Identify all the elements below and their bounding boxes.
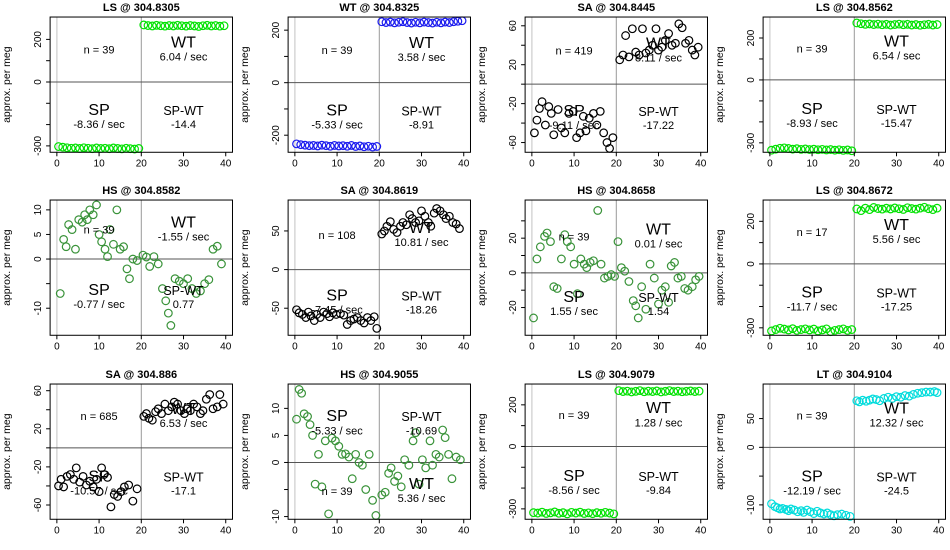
- svg-text:0: 0: [508, 443, 520, 449]
- svg-text:200: 200: [33, 31, 45, 48]
- panel-10-title: HS @ 304.9055: [339, 368, 418, 381]
- svg-text:40: 40: [695, 524, 707, 536]
- panel-3: [475, 0, 713, 183]
- panel-5: [0, 183, 238, 366]
- panel-9: [0, 367, 238, 550]
- svg-text:-100: -100: [745, 494, 757, 515]
- panel-5-title: HS @ 304.8582: [102, 185, 181, 198]
- svg-text:-300: -300: [745, 132, 757, 153]
- panel-11-y-axis: [508, 396, 525, 519]
- svg-text:20: 20: [610, 341, 622, 353]
- svg-text:0: 0: [745, 261, 757, 268]
- svg-text:40: 40: [932, 341, 944, 353]
- panel-2-sp-value: -5.33 / sec: [310, 119, 363, 132]
- svg-text:0: 0: [529, 341, 535, 353]
- panel-10-wt-value: 5.36 / sec: [397, 492, 445, 505]
- panel-3-n-label: n = 419: [555, 45, 593, 58]
- svg-text:40: 40: [457, 341, 469, 353]
- panel-1-title: LS @ 304.8305: [102, 2, 180, 15]
- panel-5-n-label: n = 39: [83, 224, 115, 237]
- panel-3-wt-label: WT: [646, 34, 671, 53]
- svg-text:20: 20: [373, 341, 385, 353]
- svg-text:10: 10: [806, 524, 818, 536]
- panel-4-sp-wt-label: SP-WT: [875, 103, 917, 118]
- svg-text:30: 30: [177, 158, 190, 170]
- panel-3-sp-value: -9.11 / sec: [548, 120, 600, 133]
- panel-6-title: SA @ 304.8619: [339, 185, 418, 198]
- svg-text:40: 40: [220, 341, 232, 353]
- panel-8-ylabel: approx. per meg: [713, 229, 726, 307]
- panel-6-ylabel: approx. per meg: [238, 229, 251, 307]
- svg-text:10: 10: [93, 524, 105, 536]
- svg-text:-300: -300: [33, 135, 45, 156]
- panel-2-wt-value: 3.58 / sec: [397, 51, 445, 64]
- panel-6-x-axis: [292, 336, 470, 353]
- panel-7-title: HS @ 304.8658: [577, 185, 656, 198]
- panel-5-x-axis: [54, 336, 232, 353]
- panel-10-quadrant-labels: [311, 407, 446, 505]
- panel-2-y-axis: [271, 21, 288, 145]
- panel-9-title: SA @ 304.886: [105, 368, 178, 381]
- svg-text:40: 40: [932, 524, 944, 536]
- svg-text:0: 0: [270, 459, 282, 465]
- panel-4-sp-wt-value: -15.47: [880, 118, 912, 131]
- panel-2-reference-lines: [288, 17, 470, 152]
- panel-11-wt-label: WT: [646, 398, 671, 417]
- svg-text:5: 5: [270, 432, 282, 438]
- svg-text:10: 10: [331, 158, 343, 170]
- panel-7: [475, 183, 713, 366]
- svg-text:40: 40: [695, 158, 707, 170]
- panel-8-title: LS @ 304.8672: [815, 185, 893, 198]
- svg-text:30: 30: [652, 341, 665, 353]
- panel-8-sp-wt-value: -17.25: [880, 301, 912, 314]
- panel-12-sp-wt-label: SP-WT: [875, 469, 917, 484]
- svg-text:30: 30: [652, 158, 665, 170]
- panel-3-ylabel: approx. per meg: [476, 46, 489, 123]
- panel-3-sp-label: SP: [563, 102, 585, 121]
- panel-8: [713, 183, 950, 366]
- panel-2-n-label: n = 39: [321, 44, 353, 57]
- panel-10-sp-value: -5.33 / sec: [310, 424, 363, 437]
- svg-text:200: 200: [745, 213, 757, 230]
- svg-text:0: 0: [54, 158, 60, 170]
- svg-text:40: 40: [695, 341, 707, 353]
- panel-8-sp-value: -11.7 / sec: [786, 301, 837, 314]
- panel-2-ylabel: approx. per meg: [238, 46, 251, 123]
- svg-text:-10: -10: [270, 508, 282, 524]
- svg-text:20: 20: [848, 158, 860, 170]
- panel-4: [713, 0, 950, 183]
- panel-1: [0, 0, 238, 183]
- svg-text:40: 40: [457, 158, 469, 170]
- panel-6-sp-wt-value: -18.26: [405, 304, 437, 317]
- svg-text:20: 20: [848, 524, 860, 536]
- panel-3-x-axis: [529, 152, 707, 169]
- panel-6-wt-value: 10.81 / sec: [394, 237, 448, 250]
- panel-4-sp-label: SP: [800, 100, 823, 119]
- svg-text:50: 50: [745, 412, 757, 424]
- panel-7-sp-wt-label: SP-WT: [638, 291, 679, 306]
- panel-4-title: LS @ 304.8562: [815, 2, 893, 15]
- panel-9-sp-wt-label: SP-WT: [163, 470, 204, 485]
- panel-10-wt-label: WT: [408, 474, 434, 493]
- panel-5-reference-lines: [50, 200, 232, 335]
- panel-10-sp-wt-value: -10.69: [405, 424, 437, 437]
- panel-2: [238, 0, 476, 183]
- svg-text:0: 0: [270, 79, 282, 86]
- svg-text:0: 0: [745, 77, 757, 83]
- svg-text:20: 20: [135, 524, 147, 536]
- panel-8-reference-lines: [763, 200, 945, 335]
- panel-9-y-axis: [33, 384, 50, 512]
- svg-text:30: 30: [890, 341, 902, 353]
- svg-text:0: 0: [270, 267, 282, 273]
- panel-5-sp-wt-value: 0.77: [172, 299, 195, 312]
- panel-9-x-axis: [54, 519, 232, 536]
- svg-text:30: 30: [890, 524, 902, 536]
- svg-text:30: 30: [415, 341, 427, 353]
- panel-12-title: LT @ 304.9104: [816, 368, 892, 381]
- panel-11-quadrant-labels: [548, 399, 683, 497]
- panel-6: [238, 183, 476, 366]
- panel-7-n-label: n = 39: [558, 231, 590, 244]
- svg-text:20: 20: [508, 59, 520, 71]
- svg-text:10: 10: [93, 341, 105, 353]
- panel-5-wt-value: -1.55 / sec: [157, 231, 210, 244]
- panel-12: [713, 367, 950, 550]
- svg-text:200: 200: [270, 21, 282, 39]
- panel-12-wt-value: 12.32 / sec: [869, 417, 923, 430]
- svg-text:0: 0: [291, 341, 298, 353]
- svg-text:0: 0: [508, 270, 520, 276]
- svg-text:10: 10: [33, 204, 45, 216]
- panel-7-ylabel: approx. per meg: [476, 229, 489, 307]
- svg-text:40: 40: [220, 524, 232, 536]
- svg-text:20: 20: [848, 341, 860, 353]
- panel-5-sp-value: -0.77 / sec: [73, 299, 125, 312]
- panel-2-x-axis: [292, 152, 470, 169]
- panel-6-n-label: n = 108: [318, 230, 356, 243]
- panel-3-sp-wt-label: SP-WT: [638, 105, 679, 120]
- svg-text:0: 0: [745, 444, 757, 450]
- svg-text:30: 30: [415, 524, 427, 536]
- svg-text:0: 0: [766, 524, 773, 536]
- panel-1-wt-label: WT: [171, 33, 196, 52]
- panel-12-y-axis: [746, 412, 763, 514]
- svg-text:20: 20: [373, 158, 385, 170]
- panel-3-quadrant-labels: [549, 35, 683, 133]
- panel-10-y-axis: [271, 402, 288, 523]
- panel-5-y-axis: [33, 204, 50, 316]
- svg-text:60: 60: [508, 20, 520, 32]
- panel-6-wt-label: WT: [408, 219, 434, 238]
- panel-7-sp-wt-value: 1.54: [647, 306, 670, 319]
- panel-6-y-axis: [271, 225, 288, 316]
- panel-1-sp-wt-value: -14.4: [170, 119, 197, 132]
- panel-10-x-axis: [292, 519, 470, 536]
- panel-10-ylabel: approx. per meg: [238, 413, 251, 490]
- svg-text:20: 20: [610, 524, 622, 536]
- panel-11-x-axis: [529, 519, 707, 536]
- panel-11-title: LS @ 304.9079: [577, 368, 655, 381]
- svg-text:30: 30: [890, 158, 902, 170]
- svg-text:0: 0: [529, 524, 535, 536]
- svg-text:-200: -200: [270, 125, 282, 146]
- panel-5-ylabel: approx. per meg: [1, 229, 14, 307]
- panel-9-n-label: n = 685: [80, 410, 118, 423]
- svg-text:0: 0: [291, 158, 298, 170]
- panel-4-wt-label: WT: [883, 32, 909, 51]
- svg-text:10: 10: [331, 524, 343, 536]
- svg-text:20: 20: [373, 524, 385, 536]
- panel-12-wt-label: WT: [883, 399, 909, 418]
- panel-8-y-axis: [746, 213, 763, 338]
- panel-9-sp-wt-value: -17.1: [170, 485, 197, 498]
- panel-6-sp-label: SP: [325, 286, 348, 305]
- panel-8-wt-value: 5.56 / sec: [872, 234, 920, 247]
- panel-11-reference-lines: [525, 384, 707, 519]
- panel-2-wt-label: WT: [408, 33, 434, 52]
- panel-4-y-axis: [746, 29, 763, 153]
- panel-5-sp-wt-label: SP-WT: [163, 284, 204, 299]
- panel-3-wt-value: 8.11 / sec: [635, 52, 682, 65]
- panel-10-sp-wt-label: SP-WT: [400, 409, 442, 424]
- panel-8-sp-label: SP: [800, 283, 823, 302]
- panel-11-sp-wt-value: -9.84: [645, 484, 672, 497]
- panel-11-ylabel: approx. per meg: [476, 413, 489, 490]
- panel-4-ylabel: approx. per meg: [713, 46, 726, 123]
- panel-10-sp-label: SP: [325, 406, 348, 425]
- panel-8-n-label: n = 17: [796, 227, 828, 240]
- panel-11-sp-label: SP: [563, 466, 585, 485]
- panel-4-wt-value: 6.54 / sec: [872, 50, 920, 63]
- svg-text:5: 5: [33, 232, 45, 238]
- svg-text:60: 60: [33, 384, 45, 396]
- svg-text:0: 0: [291, 524, 298, 536]
- svg-text:20: 20: [508, 232, 520, 245]
- svg-text:-10: -10: [33, 301, 45, 316]
- panel-1-wt-value: 6.04 / sec: [159, 51, 208, 64]
- svg-text:0: 0: [54, 524, 60, 536]
- panel-4-n-label: n = 39: [796, 43, 828, 56]
- panel-5-wt-label: WT: [171, 213, 196, 232]
- svg-text:20: 20: [610, 158, 622, 170]
- svg-text:20: 20: [135, 158, 147, 170]
- panel-6-quadrant-labels: [311, 219, 449, 317]
- panel-3-title: SA @ 304.8445: [577, 2, 656, 15]
- panel-7-wt-label: WT: [646, 220, 671, 239]
- panel-11-sp-value: -8.56 / sec: [548, 484, 600, 497]
- svg-text:10: 10: [806, 341, 818, 353]
- svg-text:-50: -50: [270, 301, 282, 316]
- panel-10: [238, 367, 476, 550]
- svg-text:-20: -20: [33, 459, 45, 474]
- panel-11-wt-value: 1.28 / sec: [634, 416, 683, 429]
- panel-9-ylabel: approx. per meg: [1, 413, 14, 490]
- panel-2-title: WT @ 304.8325: [338, 2, 419, 15]
- svg-text:200: 200: [745, 29, 757, 47]
- panel-1-sp-value: -8.36 / sec: [73, 119, 125, 132]
- svg-text:10: 10: [331, 341, 343, 353]
- panel-7-x-axis: [529, 336, 707, 353]
- svg-text:10: 10: [568, 524, 580, 536]
- panel-7-y-axis: [508, 221, 525, 315]
- panel-3-y-axis: [508, 20, 525, 150]
- svg-text:10: 10: [93, 158, 105, 170]
- panel-9-wt-label: WT: [171, 399, 196, 418]
- panel-1-reference-lines: [50, 17, 232, 152]
- panel-8-x-axis: [767, 336, 945, 353]
- svg-text:30: 30: [652, 524, 665, 536]
- panel-8-wt-label: WT: [883, 216, 909, 235]
- panel-12-quadrant-labels: [783, 399, 924, 497]
- panel-1-n-label: n = 39: [83, 44, 115, 57]
- panel-7-sp-label: SP: [563, 288, 585, 307]
- panel-12-sp-value: -12.19 / sec: [782, 484, 841, 497]
- panel-9-quadrant-labels: [70, 400, 208, 498]
- svg-text:200: 200: [508, 396, 520, 413]
- panel-9-sp-value: -10.57 / sec: [70, 485, 128, 498]
- svg-text:0: 0: [766, 341, 773, 353]
- panel-7-sp-value: 1.55 / sec: [550, 306, 598, 319]
- panel-2-sp-label: SP: [325, 101, 348, 120]
- panel-1-sp-wt-label: SP-WT: [163, 104, 204, 119]
- panel-12-sp-wt-value: -24.5: [883, 484, 909, 497]
- panel-3-sp-wt-value: -17.22: [642, 120, 675, 133]
- panel-2-sp-wt-value: -8.91: [408, 119, 434, 132]
- panel-8-sp-wt-label: SP-WT: [875, 286, 917, 301]
- svg-text:40: 40: [220, 158, 232, 170]
- panel-7-wt-value: 0.01 / sec: [634, 238, 683, 251]
- svg-text:10: 10: [568, 341, 580, 353]
- svg-text:-60: -60: [33, 497, 45, 512]
- svg-text:-300: -300: [745, 318, 757, 339]
- panel-12-n-label: n = 39: [796, 410, 828, 423]
- svg-text:10: 10: [568, 158, 580, 170]
- svg-text:0: 0: [33, 256, 45, 263]
- svg-text:10: 10: [806, 158, 818, 170]
- svg-text:30: 30: [177, 524, 190, 536]
- panel-12-sp-label: SP: [800, 466, 823, 485]
- svg-text:-60: -60: [508, 135, 520, 150]
- panel-11-sp-wt-label: SP-WT: [638, 469, 679, 484]
- panel-12-x-axis: [767, 519, 945, 536]
- svg-text:-20: -20: [508, 300, 520, 316]
- svg-text:20: 20: [135, 341, 147, 353]
- panel-4-quadrant-labels: [786, 32, 921, 130]
- panel-9-wt-value: 6.53 / sec: [159, 417, 208, 430]
- panel-11: [475, 367, 713, 550]
- svg-text:0: 0: [766, 158, 773, 170]
- panel-2-sp-wt-label: SP-WT: [400, 104, 442, 119]
- svg-text:40: 40: [932, 158, 944, 170]
- svg-text:0: 0: [33, 79, 45, 85]
- panel-4-sp-value: -8.93 / sec: [785, 118, 838, 131]
- svg-text:30: 30: [177, 341, 190, 353]
- panel-5-sp-label: SP: [88, 281, 110, 300]
- svg-text:-20: -20: [508, 96, 520, 111]
- panel-6-sp-wt-label: SP-WT: [400, 289, 442, 304]
- panel-4-x-axis: [767, 152, 945, 169]
- panel-1-x-axis: [54, 152, 232, 169]
- svg-text:-300: -300: [508, 498, 520, 519]
- svg-text:10: 10: [270, 402, 282, 414]
- panel-9-sp-label: SP: [88, 467, 110, 486]
- svg-text:0: 0: [54, 341, 60, 353]
- panel-10-n-label: n = 39: [321, 485, 353, 498]
- panel-1-y-axis: [33, 31, 50, 156]
- panel-6-sp-value: -7.45 / sec: [310, 304, 363, 317]
- panel-1-sp-label: SP: [88, 101, 110, 120]
- svg-text:30: 30: [415, 158, 427, 170]
- panel-11-n-label: n = 39: [558, 409, 590, 422]
- svg-text:0: 0: [529, 158, 535, 170]
- panel-9-reference-lines: [50, 384, 232, 519]
- panel-1-ylabel: approx. per meg: [1, 46, 14, 123]
- panel-4-reference-lines: [763, 17, 945, 152]
- svg-text:20: 20: [33, 422, 45, 435]
- panel-12-ylabel: approx. per meg: [713, 413, 726, 490]
- svg-text:50: 50: [270, 225, 282, 237]
- svg-text:40: 40: [457, 524, 469, 536]
